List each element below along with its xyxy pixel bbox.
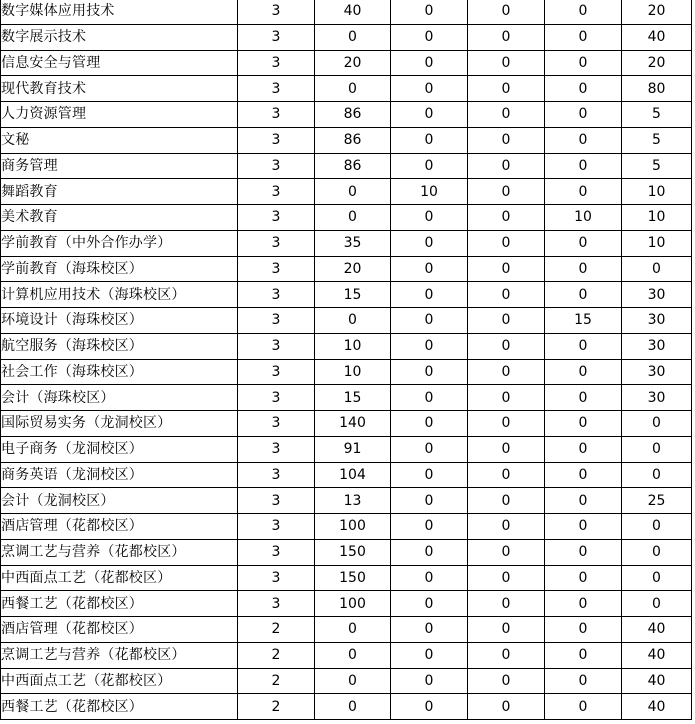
years-cell: 3: [238, 179, 315, 205]
count-cell-1: 10: [315, 333, 391, 359]
years-cell: 3: [238, 359, 315, 385]
count-cell-3: 0: [468, 333, 545, 359]
count-cell-1: 0: [315, 642, 391, 668]
table-row: [1, 539, 692, 565]
count-cell-2: 0: [391, 333, 468, 359]
table-row: [1, 282, 692, 308]
count-cell-1: 20: [315, 50, 391, 76]
major-name-cell: 学前教育（海珠校区）: [1, 256, 238, 282]
count-cell-2: 0: [391, 591, 468, 617]
table-row: [1, 205, 692, 231]
table-row: [1, 385, 692, 411]
count-cell-1: 0: [315, 205, 391, 231]
count-cell-4: 0: [545, 617, 622, 643]
count-cell-1: 150: [315, 565, 391, 591]
major-name-cell: 数字媒体应用技术: [1, 0, 238, 24]
years-cell: 2: [238, 694, 315, 720]
count-cell-3: 0: [468, 153, 545, 179]
count-cell-2: 0: [391, 694, 468, 720]
major-name-cell: 社会工作（海珠校区）: [1, 359, 238, 385]
count-cell-1: 0: [315, 694, 391, 720]
count-cell-5: 0: [622, 436, 692, 462]
major-name-cell: 酒店管理（花都校区）: [1, 617, 238, 643]
count-cell-2: 0: [391, 153, 468, 179]
major-name-cell: 人力资源管理: [1, 102, 238, 128]
count-cell-5: 5: [622, 102, 692, 128]
count-cell-5: 0: [622, 539, 692, 565]
table-row: [1, 694, 692, 720]
major-name-cell: 舞蹈教育: [1, 179, 238, 205]
count-cell-5: 40: [622, 642, 692, 668]
count-cell-1: 91: [315, 436, 391, 462]
count-cell-4: 0: [545, 668, 622, 694]
count-cell-5: 30: [622, 333, 692, 359]
major-name-cell: 电子商务（龙洞校区）: [1, 436, 238, 462]
count-cell-2: 0: [391, 462, 468, 488]
table-row: [1, 230, 692, 256]
count-cell-3: 0: [468, 591, 545, 617]
count-cell-1: 10: [315, 359, 391, 385]
count-cell-5: 25: [622, 488, 692, 514]
table-row: [1, 411, 692, 437]
count-cell-1: 15: [315, 385, 391, 411]
count-cell-1: 0: [315, 308, 391, 334]
count-cell-2: 0: [391, 488, 468, 514]
count-cell-2: 0: [391, 256, 468, 282]
count-cell-3: 0: [468, 179, 545, 205]
years-cell: 2: [238, 668, 315, 694]
count-cell-4: 0: [545, 411, 622, 437]
count-cell-1: 0: [315, 24, 391, 50]
count-cell-4: 0: [545, 436, 622, 462]
years-cell: 3: [238, 308, 315, 334]
count-cell-4: 0: [545, 127, 622, 153]
table-row: [1, 256, 692, 282]
count-cell-1: 0: [315, 668, 391, 694]
count-cell-2: 0: [391, 127, 468, 153]
count-cell-3: 0: [468, 565, 545, 591]
table-row: [1, 514, 692, 540]
table-row: [1, 488, 692, 514]
count-cell-1: 86: [315, 102, 391, 128]
years-cell: 3: [238, 153, 315, 179]
table-row: [1, 308, 692, 334]
major-name-cell: 西餐工艺（花都校区）: [1, 694, 238, 720]
table-row: [1, 617, 692, 643]
count-cell-3: 0: [468, 50, 545, 76]
table-row: [1, 333, 692, 359]
count-cell-2: 0: [391, 230, 468, 256]
count-cell-4: 0: [545, 591, 622, 617]
count-cell-4: 0: [545, 24, 622, 50]
major-name-cell: 商务管理: [1, 153, 238, 179]
count-cell-4: 0: [545, 256, 622, 282]
table-row: [1, 76, 692, 102]
years-cell: 3: [238, 0, 315, 24]
count-cell-4: 0: [545, 385, 622, 411]
count-cell-3: 0: [468, 0, 545, 24]
count-cell-2: 0: [391, 102, 468, 128]
count-cell-4: 0: [545, 539, 622, 565]
count-cell-3: 0: [468, 617, 545, 643]
count-cell-4: 0: [545, 0, 622, 24]
count-cell-3: 0: [468, 282, 545, 308]
table-row: [1, 179, 692, 205]
years-cell: 3: [238, 385, 315, 411]
table-row: [1, 462, 692, 488]
major-name-cell: 商务英语（龙洞校区）: [1, 462, 238, 488]
count-cell-1: 86: [315, 153, 391, 179]
count-cell-2: 0: [391, 642, 468, 668]
major-name-cell: 国际贸易实务（龙洞校区）: [1, 411, 238, 437]
count-cell-3: 0: [468, 668, 545, 694]
major-name-cell: 学前教育（中外合作办学）: [1, 230, 238, 256]
table-row: [1, 102, 692, 128]
count-cell-5: 0: [622, 411, 692, 437]
major-name-cell: 中西面点工艺（花都校区）: [1, 565, 238, 591]
count-cell-2: 0: [391, 385, 468, 411]
count-cell-2: 0: [391, 76, 468, 102]
table-row: [1, 50, 692, 76]
table-row: [1, 436, 692, 462]
count-cell-1: 0: [315, 76, 391, 102]
count-cell-3: 0: [468, 488, 545, 514]
years-cell: 3: [238, 24, 315, 50]
count-cell-1: 140: [315, 411, 391, 437]
count-cell-5: 40: [622, 668, 692, 694]
count-cell-4: 0: [545, 642, 622, 668]
years-cell: 3: [238, 333, 315, 359]
count-cell-3: 0: [468, 359, 545, 385]
major-name-cell: 会计（海珠校区）: [1, 385, 238, 411]
count-cell-5: 20: [622, 50, 692, 76]
years-cell: 3: [238, 539, 315, 565]
table-row: [1, 591, 692, 617]
count-cell-5: 0: [622, 462, 692, 488]
count-cell-4: 0: [545, 282, 622, 308]
count-cell-2: 10: [391, 179, 468, 205]
count-cell-4: 10: [545, 205, 622, 231]
count-cell-3: 0: [468, 205, 545, 231]
count-cell-3: 0: [468, 514, 545, 540]
years-cell: 3: [238, 256, 315, 282]
count-cell-2: 0: [391, 50, 468, 76]
years-cell: 3: [238, 462, 315, 488]
years-cell: 3: [238, 102, 315, 128]
count-cell-5: 40: [622, 617, 692, 643]
years-cell: 3: [238, 591, 315, 617]
table-row: [1, 0, 692, 24]
table-row: [1, 153, 692, 179]
years-cell: 2: [238, 642, 315, 668]
major-name-cell: 信息安全与管理: [1, 50, 238, 76]
count-cell-1: 150: [315, 539, 391, 565]
count-cell-1: 86: [315, 127, 391, 153]
table-row: [1, 642, 692, 668]
count-cell-5: 5: [622, 127, 692, 153]
count-cell-4: 0: [545, 488, 622, 514]
count-cell-3: 0: [468, 462, 545, 488]
count-cell-4: 0: [545, 153, 622, 179]
count-cell-2: 0: [391, 539, 468, 565]
count-cell-3: 0: [468, 256, 545, 282]
years-cell: 2: [238, 617, 315, 643]
count-cell-3: 0: [468, 436, 545, 462]
table-row: [1, 127, 692, 153]
years-cell: 3: [238, 76, 315, 102]
count-cell-5: 30: [622, 308, 692, 334]
count-cell-5: 0: [622, 514, 692, 540]
table-row: [1, 668, 692, 694]
count-cell-4: 0: [545, 50, 622, 76]
count-cell-1: 100: [315, 514, 391, 540]
years-cell: 3: [238, 127, 315, 153]
count-cell-4: 0: [545, 76, 622, 102]
years-cell: 3: [238, 514, 315, 540]
count-cell-5: 40: [622, 694, 692, 720]
count-cell-1: 13: [315, 488, 391, 514]
table-row: [1, 24, 692, 50]
count-cell-5: 0: [622, 591, 692, 617]
count-cell-4: 0: [545, 514, 622, 540]
count-cell-2: 0: [391, 617, 468, 643]
count-cell-3: 0: [468, 24, 545, 50]
table-row: [1, 565, 692, 591]
count-cell-2: 0: [391, 24, 468, 50]
years-cell: 3: [238, 488, 315, 514]
count-cell-5: 20: [622, 0, 692, 24]
count-cell-1: 20: [315, 256, 391, 282]
major-name-cell: 文秘: [1, 127, 238, 153]
count-cell-5: 5: [622, 153, 692, 179]
years-cell: 3: [238, 205, 315, 231]
count-cell-3: 0: [468, 694, 545, 720]
count-cell-4: 0: [545, 359, 622, 385]
major-name-cell: 酒店管理（花都校区）: [1, 514, 238, 540]
count-cell-1: 35: [315, 230, 391, 256]
major-name-cell: 航空服务（海珠校区）: [1, 333, 238, 359]
major-name-cell: 美术教育: [1, 205, 238, 231]
count-cell-2: 0: [391, 668, 468, 694]
years-cell: 3: [238, 230, 315, 256]
count-cell-3: 0: [468, 411, 545, 437]
count-cell-4: 0: [545, 333, 622, 359]
count-cell-3: 0: [468, 539, 545, 565]
count-cell-2: 0: [391, 308, 468, 334]
major-name-cell: 西餐工艺（花都校区）: [1, 591, 238, 617]
count-cell-3: 0: [468, 230, 545, 256]
years-cell: 3: [238, 436, 315, 462]
count-cell-4: 0: [545, 462, 622, 488]
count-cell-3: 0: [468, 308, 545, 334]
count-cell-5: 10: [622, 230, 692, 256]
count-cell-1: 40: [315, 0, 391, 24]
count-cell-3: 0: [468, 102, 545, 128]
count-cell-2: 0: [391, 205, 468, 231]
table-row: [1, 359, 692, 385]
major-name-cell: 烹调工艺与营养（花都校区）: [1, 642, 238, 668]
count-cell-1: 0: [315, 179, 391, 205]
count-cell-4: 0: [545, 179, 622, 205]
years-cell: 3: [238, 565, 315, 591]
count-cell-4: 15: [545, 308, 622, 334]
major-name-cell: 现代教育技术: [1, 76, 238, 102]
count-cell-5: 0: [622, 565, 692, 591]
count-cell-4: 0: [545, 565, 622, 591]
count-cell-4: 0: [545, 230, 622, 256]
count-cell-3: 0: [468, 76, 545, 102]
count-cell-5: 30: [622, 385, 692, 411]
count-cell-3: 0: [468, 385, 545, 411]
count-cell-5: 10: [622, 205, 692, 231]
count-cell-5: 80: [622, 76, 692, 102]
count-cell-5: 40: [622, 24, 692, 50]
count-cell-2: 0: [391, 565, 468, 591]
count-cell-2: 0: [391, 0, 468, 24]
years-cell: 3: [238, 282, 315, 308]
count-cell-1: 0: [315, 617, 391, 643]
count-cell-1: 15: [315, 282, 391, 308]
count-cell-4: 0: [545, 102, 622, 128]
years-cell: 3: [238, 50, 315, 76]
count-cell-5: 10: [622, 179, 692, 205]
major-name-cell: 数字展示技术: [1, 24, 238, 50]
count-cell-2: 0: [391, 436, 468, 462]
count-cell-2: 0: [391, 359, 468, 385]
count-cell-4: 0: [545, 694, 622, 720]
count-cell-5: 0: [622, 256, 692, 282]
major-name-cell: 烹调工艺与营养（花都校区）: [1, 539, 238, 565]
count-cell-2: 0: [391, 411, 468, 437]
major-name-cell: 中西面点工艺（花都校区）: [1, 668, 238, 694]
count-cell-1: 104: [315, 462, 391, 488]
count-cell-5: 30: [622, 282, 692, 308]
count-cell-2: 0: [391, 514, 468, 540]
years-cell: 3: [238, 411, 315, 437]
count-cell-1: 100: [315, 591, 391, 617]
table-body: [1, 0, 692, 720]
count-cell-3: 0: [468, 127, 545, 153]
major-name-cell: 会计（龙洞校区）: [1, 488, 238, 514]
major-name-cell: 计算机应用技术（海珠校区）: [1, 282, 238, 308]
count-cell-5: 30: [622, 359, 692, 385]
count-cell-2: 0: [391, 282, 468, 308]
count-cell-3: 0: [468, 642, 545, 668]
major-name-cell: 环境设计（海珠校区）: [1, 308, 238, 334]
